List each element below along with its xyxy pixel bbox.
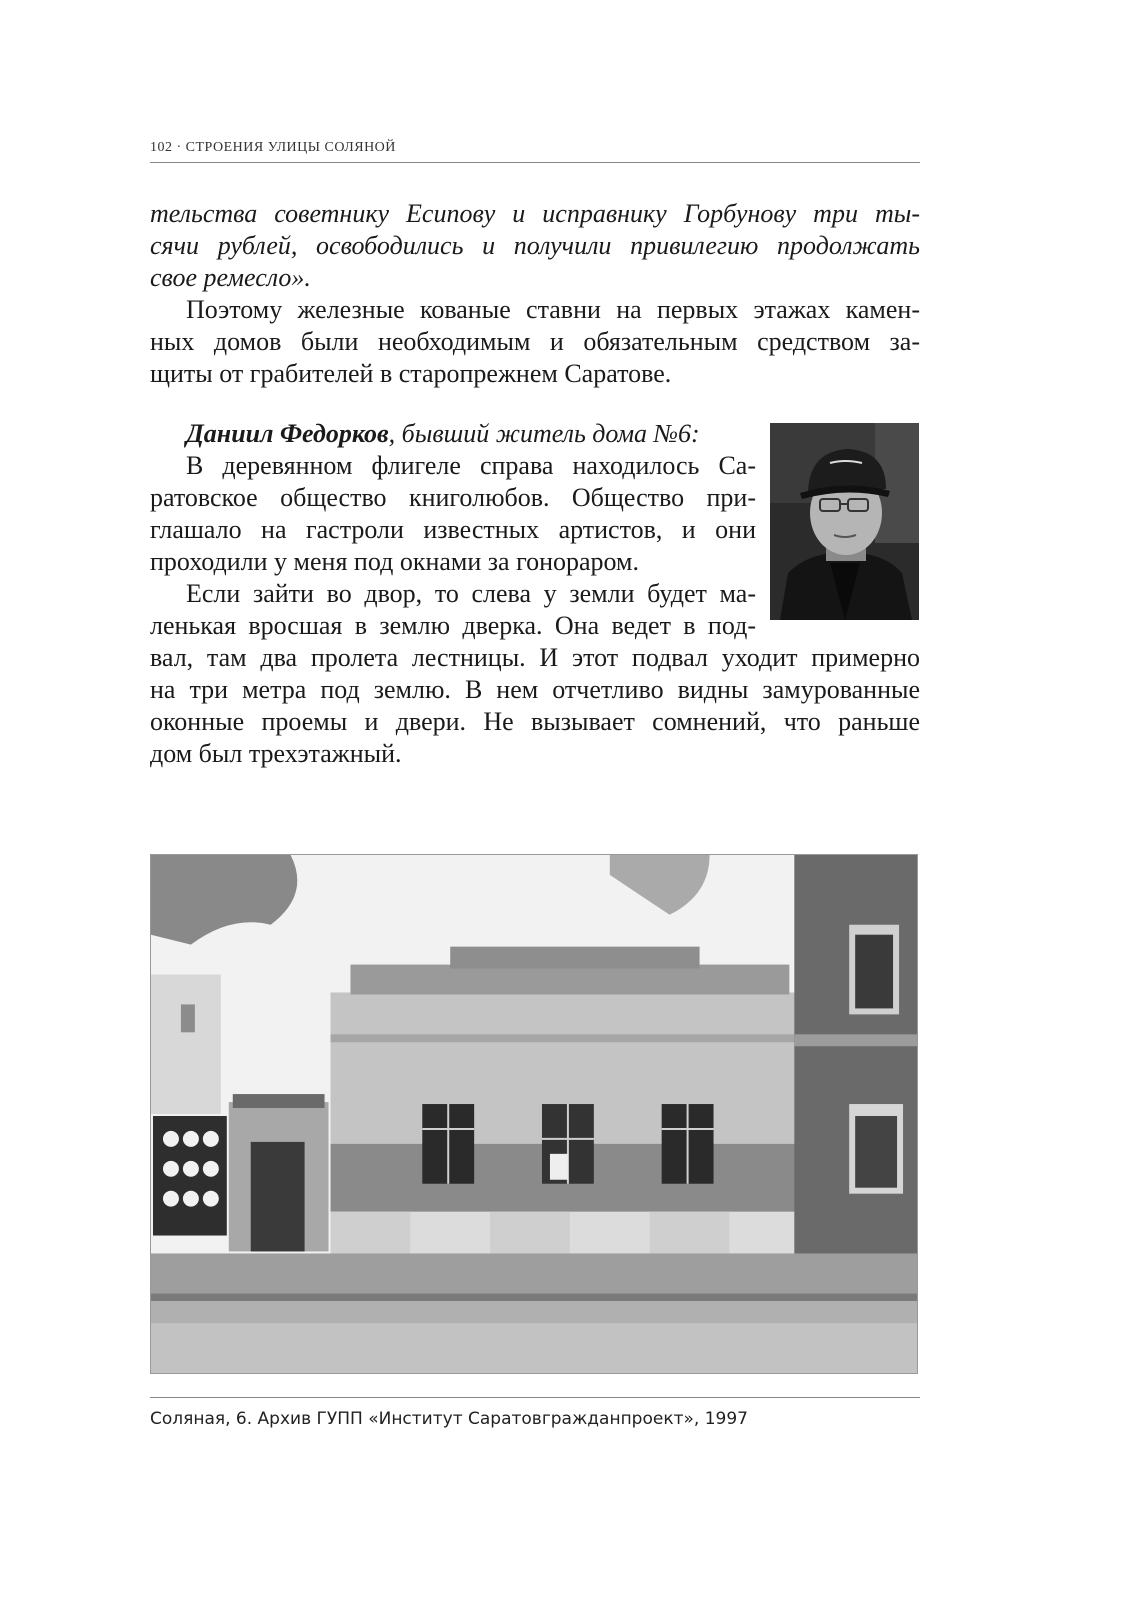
testimony-line: глашало на гастроли известных артистов, и они — [150, 515, 756, 544]
paragraph-line: ных домов были необходимым и обязательным средством за- — [150, 327, 920, 356]
paragraph-line: щиты от грабителей в старопрежнем Саратове. — [150, 359, 672, 388]
portrait-photo — [770, 423, 919, 620]
figure-caption: Соляная, 6. Архив ГУПП «Институт Саратовгражданпроект», 1997 — [150, 1409, 748, 1429]
body-paragraph — [150, 294, 920, 390]
testimony-line: Если зайти во двор, то слева у земли будет ма- — [186, 579, 756, 608]
testimony-line: проходили у меня под окнами за гонораром. — [150, 547, 640, 576]
testimony-line: ленькая вросшая в землю дверка. Она ведет в под- — [150, 611, 756, 640]
quote-line: тельства советнику Есипову и исправнику Горбунову три ты- — [150, 199, 920, 228]
running-head: 102 · СТРОЕНИЯ УЛИЦЫ СОЛЯНОЙ — [150, 140, 396, 155]
speaker-role: , бывший житель дома №6: — [388, 419, 700, 448]
testimony-line: оконные проемы и двери. Не вызывает сомнений, что раньше — [150, 707, 920, 736]
testimony-line: вал, там два пролета лестницы. И этот подвал уходит примерно — [150, 643, 920, 672]
paragraph-line: Поэтому железные кованые ставни на первых этажах камен- — [186, 295, 920, 324]
testimony-line: дом был трехэтажный. — [150, 739, 402, 768]
header-rule — [150, 162, 920, 163]
testimony-line: на три метра под землю. В нем отчетливо видны замурованные — [150, 675, 920, 704]
testimony-line: ратовское общество книголюбов. Общество при- — [150, 483, 756, 512]
speaker-name: Даниил Федорков — [186, 419, 389, 448]
quote-line: свое ремесло». — [150, 263, 311, 292]
building-photo — [150, 854, 918, 1374]
caption-rule — [150, 1397, 920, 1398]
testimony-line: В деревянном флигеле справа находилось Са- — [186, 451, 756, 480]
quote-paragraph — [150, 198, 920, 294]
quote-line: сячи рублей, освободились и получили привилегию продолжать — [150, 231, 920, 260]
